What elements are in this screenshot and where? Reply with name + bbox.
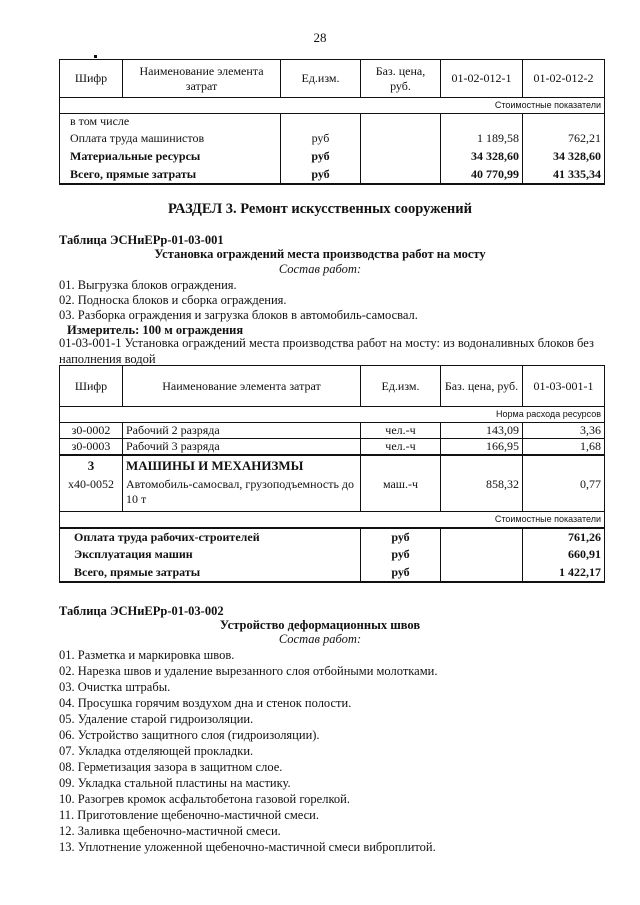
col-header-item-1: 01-02-012-1: [441, 60, 523, 98]
work-item: 04. Просушка горячим воздухом дна и стенок полости.: [59, 696, 352, 710]
table1-title: Установка ограждений места производства работ на мосту: [154, 247, 486, 261]
work-item: 05. Удаление старой гидроизоляции.: [59, 712, 254, 726]
work-item: 07. Укладка отделяющей прокладки.: [59, 744, 254, 758]
table-row: х40-0052 Автомобиль-самосвал, грузоподъемность до 10 т маш.-ч 858,32 0,77: [60, 475, 605, 511]
item-description: 01-03-001-1 Установка ограждений места производства работ на мосту: из водоналивных блоков без наполнения водой: [59, 336, 594, 366]
col-header-unit: Ед.изм.: [281, 60, 361, 98]
table-row: з0-0002 Рабочий 2 разряда чел.-ч 143,09 3,36: [60, 423, 605, 439]
work-item: 10. Разогрев кромок асфальтобетона газовой горелкой.: [59, 792, 350, 806]
table-row: з0-0003 Рабочий 3 разряда чел.-ч 166,95 1,68: [60, 439, 605, 456]
section-heading: РАЗДЕЛ 3. Ремонт искусственных сооружений: [167, 201, 472, 217]
cost-indicators-note: Стоимостные показатели: [60, 98, 605, 114]
scan-mark: [94, 55, 97, 58]
col-header-item-2: 01-02-012-2: [523, 60, 605, 98]
table-row: Оплата труда машинистов руб 1 189,58 762,21: [60, 130, 605, 148]
table1-composition-label: Состав работ:: [278, 262, 362, 276]
work-item: 13. Уплотнение уложенной щебеночно-мастичной смеси виброплитой.: [59, 840, 436, 854]
work-item: 12. Заливка щебеночно-мастичной смеси.: [59, 824, 281, 838]
work-item: 06. Устройство защитного слоя (гидроизоляции).: [59, 728, 320, 742]
col-header-name: Наименование элемента затрат: [123, 366, 361, 407]
work-item: 01. Выгрузка блоков ограждения.: [59, 278, 237, 292]
table2-label: Таблица ЭСНиЕРр-01-03-002: [59, 604, 224, 618]
page-number: 28: [313, 30, 327, 45]
table1-label: Таблица ЭСНиЕРр-01-03-001: [59, 233, 224, 247]
col-header-item: 01-03-001-1: [523, 366, 605, 407]
group-code: 3: [60, 455, 123, 475]
table-row: Всего, прямые затраты руб 1 422,17: [60, 564, 605, 582]
table-row: Всего, прямые затраты руб 40 770,99 41 335,34: [60, 166, 605, 184]
col-header-name: Наименование элемента затрат: [123, 60, 281, 98]
cost-indicators-note: Стоимостные показатели: [60, 511, 605, 528]
work-item: 08. Герметизация зазора в защитном слое.: [59, 760, 283, 774]
in-total-label: в том числе: [60, 114, 281, 130]
work-item: 09. Укладка стальной пластины на мастику.: [59, 776, 291, 790]
col-header-code: Шифр: [60, 60, 123, 98]
group-name: МАШИНЫ И МЕХАНИЗМЫ: [123, 455, 361, 475]
work-item: 03. Разборка ограждения и загрузка блоков в автомобиль-самосвал.: [59, 308, 418, 322]
col-header-unit: Ед.изм.: [361, 366, 441, 407]
meter-label: Измеритель: 100 м ограждения: [67, 323, 244, 337]
work-item: 02. Нарезка швов и удаление вырезанного слоя отбойными молотками.: [59, 664, 438, 678]
table2-composition-label: Состав работ:: [278, 632, 362, 646]
table1-resources: [59, 365, 605, 583]
col-header-price: Баз. цена, руб.: [361, 60, 441, 98]
work-item: 03. Очистка штрабы.: [59, 680, 171, 694]
col-header-code: Шифр: [60, 366, 123, 407]
work-item: 01. Разметка и маркировка швов.: [59, 648, 235, 662]
table-top-costs: [59, 59, 605, 185]
table-row: Эксплуатация машин руб 660,91: [60, 546, 605, 564]
table2-title: Устройство деформационных швов: [219, 618, 421, 632]
table-row: Оплата труда рабочих-строителей руб 761,26: [60, 528, 605, 546]
resource-norm-note: Норма расхода ресурсов: [60, 407, 605, 423]
col-header-price: Баз. цена, руб.: [441, 366, 523, 407]
work-item: 11. Приготовление щебеночно-мастичной смеси.: [59, 808, 319, 822]
work-item: 02. Подноска блоков и сборка ограждения.: [59, 293, 287, 307]
table-row: Материальные ресурсы руб 34 328,60 34 328,60: [60, 148, 605, 166]
